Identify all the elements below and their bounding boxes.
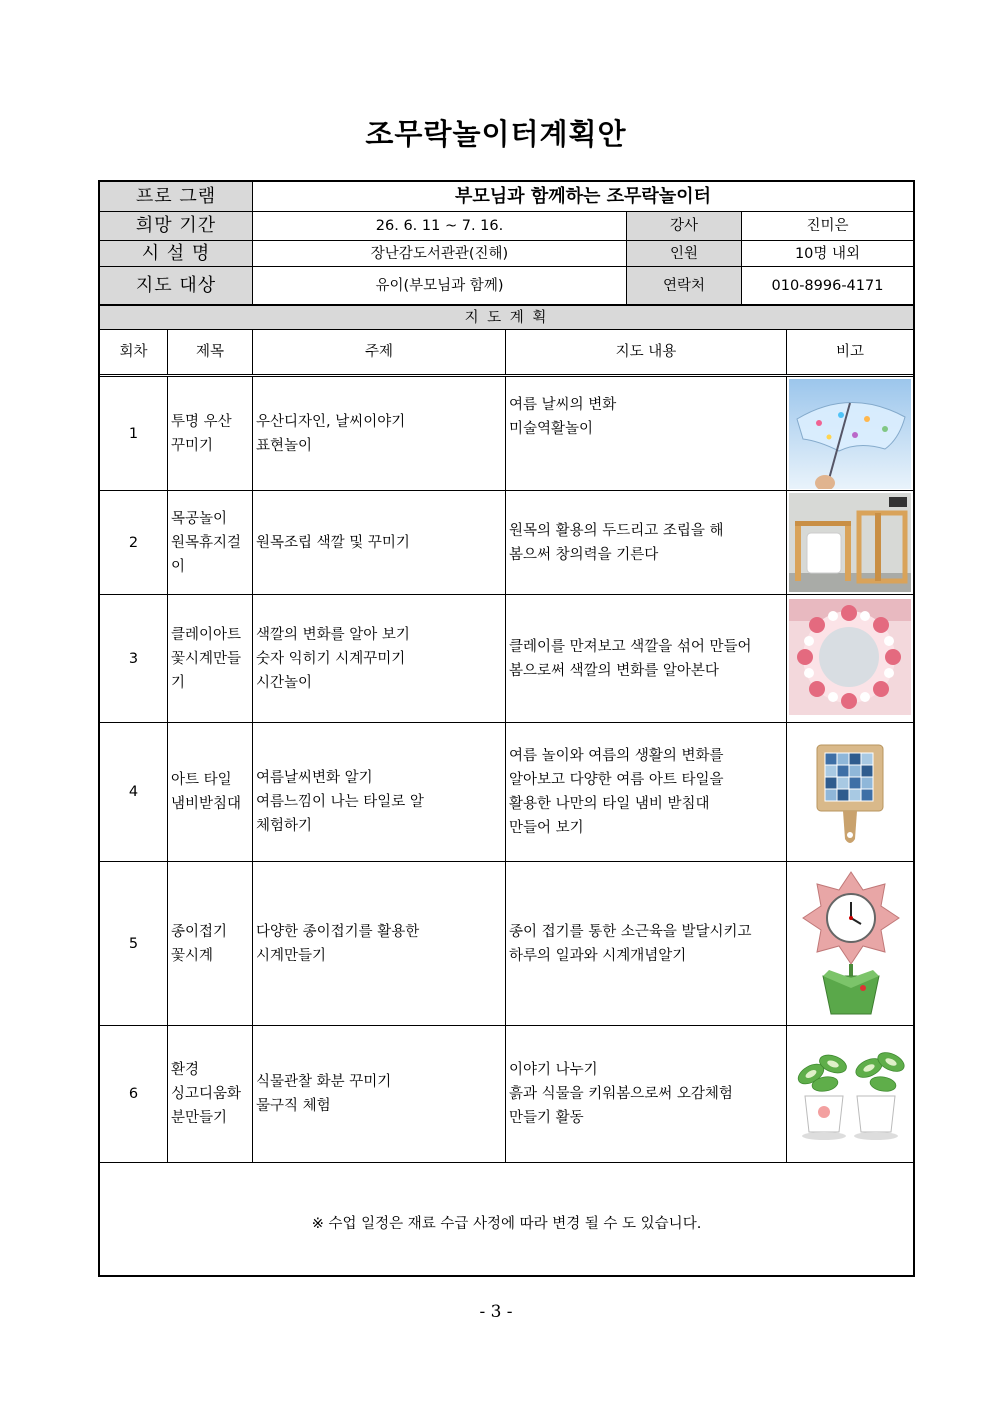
plan-table xyxy=(98,180,915,1277)
row-4-title: 아트 타일 냄비받침대 xyxy=(167,723,252,861)
capacity-label: 인원 xyxy=(626,241,741,266)
tile-trivet-photo xyxy=(815,743,887,851)
row-2-no: 2 xyxy=(128,534,139,551)
row-5-title: 종이접기 꽃시계 xyxy=(167,862,252,1025)
contact-value: 010-8996-4171 xyxy=(741,267,913,304)
wooden-tissue-holder-photo xyxy=(789,493,911,592)
row-6-no: 6 xyxy=(128,1086,139,1102)
row-6-title: 환경 싱고디움화 분만들기 xyxy=(167,1026,252,1162)
row-3-topic: 색깔의 변화를 알아 보기 숫자 익히기 시계꾸미기 시간놀이 xyxy=(252,595,505,722)
umbrella-photo xyxy=(789,379,911,489)
row-5-topic: 다양한 종이접기를 활용한 시계만들기 xyxy=(252,862,505,1025)
clay-flower-frame-photo xyxy=(789,599,911,715)
row-1-title: 투명 우산 꾸미기 xyxy=(167,377,252,490)
section-title: 지 도 계 획 xyxy=(100,306,913,329)
row-2-note xyxy=(786,491,913,594)
row-3-no: 3 xyxy=(128,650,139,667)
row-6-content: 이야기 나누기 흙과 식물을 키워봄으로써 오감체험 만들기 활동 xyxy=(505,1026,786,1162)
row-2-title: 목공놀이 원목휴지걸 이 xyxy=(167,491,252,594)
row-5-note xyxy=(786,862,913,1025)
row-3-note xyxy=(786,595,913,722)
row-5-content: 종이 접기를 통한 소근육을 발달시키고 하루의 일과와 시계개념알기 xyxy=(505,862,786,1025)
col-header-topic: 주제 xyxy=(252,330,505,374)
target-value: 유이(부모님과 함께) xyxy=(252,267,626,304)
program-label: 프로 그램 xyxy=(100,182,252,211)
row-4-note xyxy=(786,723,913,861)
col-header-title: 제목 xyxy=(167,330,252,374)
row-6-topic: 식물관찰 화분 꾸미기 물구직 체험 xyxy=(252,1026,505,1162)
row-4-no: 4 xyxy=(128,784,139,800)
row-1-no: 1 xyxy=(128,425,139,442)
period-value: 26. 6. 11 ~ 7. 16. xyxy=(252,212,626,240)
col-header-content: 지도 내용 xyxy=(505,330,786,374)
teacher-value: 진미은 xyxy=(741,212,913,240)
contact-label: 연락처 xyxy=(626,267,741,304)
page-title: 조무락놀이터계획안 xyxy=(365,117,627,151)
capacity-value: 10명 내외 xyxy=(741,241,913,266)
paper-flower-clock-photo xyxy=(801,870,901,1018)
facility-label: 시 설 명 xyxy=(100,241,252,266)
page-number: - 3 - xyxy=(479,1302,513,1322)
target-label: 지도 대상 xyxy=(100,267,252,304)
facility-value: 장난감도서관관(진해) xyxy=(252,241,626,266)
row-6-note xyxy=(786,1026,913,1162)
row-4-topic: 여름날씨변화 알기 여름느낌이 나는 타일로 알 체험하기 xyxy=(252,723,505,861)
row-2-topic: 원목조립 색깔 및 꾸미기 xyxy=(252,491,505,594)
teacher-label: 강사 xyxy=(626,212,741,240)
col-header-note: 비고 xyxy=(786,330,913,374)
row-1-topic: 우산디자인, 날씨이야기 표현놀이 xyxy=(252,377,505,490)
schedule-notice: ※ 수업 일정은 재료 수급 사정에 따라 변경 될 수 도 있습니다. xyxy=(311,1216,702,1232)
row-3-title: 클레이아트 꽃시계만들 기 xyxy=(167,595,252,722)
row-5-no: 5 xyxy=(128,935,139,952)
potted-plants-photo xyxy=(791,1046,911,1142)
row-2-content: 원목의 활용의 두드리고 조립을 해 봄으써 창의력을 기른다 xyxy=(505,491,786,594)
row-3-content: 클레이를 만져보고 색깔을 섞어 만들어 봄으로써 색깔의 변화를 알아본다 xyxy=(505,595,786,722)
row-1-note xyxy=(786,377,913,490)
row-1-content: 여름 날씨의 변화 미술역활놀이 xyxy=(505,377,786,490)
row-4-content: 여름 놀이와 여름의 생활의 변화를 알아보고 다양한 여름 아트 타일을 활용한 나만의 타일 냄비 받침대 만들어 보기 xyxy=(505,723,786,861)
period-label: 희망 기간 xyxy=(100,212,252,240)
program-value: 부모님과 함께하는 조무락놀이터 xyxy=(252,182,913,211)
col-header-no: 회차 xyxy=(119,344,148,360)
